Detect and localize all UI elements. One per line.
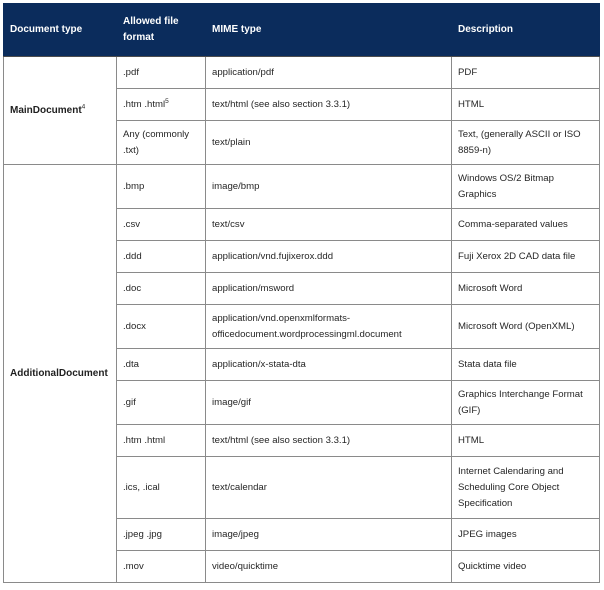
file-format-text: .htm .html bbox=[123, 98, 166, 110]
file-format-cell bbox=[117, 57, 206, 89]
mime-type-cell bbox=[206, 57, 452, 89]
mime-type-cell bbox=[206, 551, 452, 583]
file-format-text: .doc bbox=[123, 282, 142, 294]
file-format-cell bbox=[117, 425, 206, 457]
table-body bbox=[4, 57, 600, 583]
file-format-text: .docx bbox=[123, 320, 146, 332]
file-format-text: .gif bbox=[123, 396, 136, 408]
file-format-cell bbox=[117, 209, 206, 241]
file-format-cell bbox=[117, 349, 206, 381]
mime-type-text: application/pdf bbox=[212, 66, 274, 78]
file-format-text: .bmp bbox=[123, 180, 145, 192]
mime-type-cell bbox=[206, 305, 452, 349]
description-text: Microsoft Word bbox=[458, 282, 523, 294]
mime-type-text: text/html (see also section 3.3.1) bbox=[212, 434, 351, 446]
file-format-text: .csv bbox=[123, 218, 141, 230]
file-format-cell bbox=[117, 165, 206, 209]
description-text: Text, (generally ASCII or ISO 8859-n) bbox=[458, 128, 581, 156]
file-format-cell bbox=[117, 551, 206, 583]
file-format-cell bbox=[117, 457, 206, 519]
header-description: Description bbox=[452, 4, 600, 57]
mime-type-cell bbox=[206, 273, 452, 305]
table-row bbox=[4, 165, 600, 209]
description-cell bbox=[452, 121, 600, 165]
description-text: Microsoft Word (OpenXML) bbox=[458, 320, 575, 332]
mime-type-text: application/x-stata-dta bbox=[212, 358, 306, 370]
document-type-label: MainDocument bbox=[10, 104, 82, 116]
mime-type-text: application/msword bbox=[212, 282, 295, 294]
description-text: HTML bbox=[458, 434, 485, 446]
file-format-text: .mov bbox=[123, 560, 144, 572]
file-format-cell bbox=[117, 519, 206, 551]
document-type-cell bbox=[4, 57, 117, 165]
file-format-cell bbox=[117, 121, 206, 165]
file-format-cell bbox=[117, 381, 206, 425]
mime-type-cell bbox=[206, 519, 452, 551]
mime-type-cell bbox=[206, 349, 452, 381]
mime-type-text: image/gif bbox=[212, 396, 251, 408]
description-text: Stata data file bbox=[458, 358, 517, 370]
mime-type-cell bbox=[206, 425, 452, 457]
description-cell bbox=[452, 57, 600, 89]
description-cell bbox=[452, 209, 600, 241]
description-text: Comma-separated values bbox=[458, 218, 568, 230]
mime-type-text: text/plain bbox=[212, 136, 251, 148]
description-cell bbox=[452, 425, 600, 457]
description-cell bbox=[452, 241, 600, 273]
description-cell bbox=[452, 273, 600, 305]
mime-type-cell bbox=[206, 457, 452, 519]
mime-type-text: application/vnd.fujixerox.ddd bbox=[212, 250, 334, 262]
header-mime-type: MIME type bbox=[206, 4, 452, 57]
header-row bbox=[4, 4, 600, 57]
description-text: JPEG images bbox=[458, 528, 517, 540]
footnote-marker: 4 bbox=[81, 103, 86, 111]
file-format-text: .htm .html bbox=[123, 434, 166, 446]
description-cell bbox=[452, 381, 600, 425]
document-type-cell bbox=[4, 165, 117, 583]
file-format-cell bbox=[117, 273, 206, 305]
mime-type-text: text/html (see also section 3.3.1) bbox=[212, 98, 351, 110]
description-cell bbox=[452, 165, 600, 209]
file-format-text: .jpeg .jpg bbox=[123, 528, 162, 540]
file-format-cell bbox=[117, 241, 206, 273]
mime-type-text: video/quicktime bbox=[212, 560, 279, 572]
description-text: Graphics Interchange Format (GIF) bbox=[458, 388, 583, 416]
description-cell bbox=[452, 89, 600, 121]
description-text: Windows OS/2 Bitmap Graphics bbox=[458, 172, 554, 200]
mime-type-cell bbox=[206, 241, 452, 273]
file-format-text: Any (commonly .txt) bbox=[123, 128, 190, 156]
document-type-label: AdditionalDocument bbox=[10, 367, 108, 379]
file-format-text: .ics, .ical bbox=[123, 481, 160, 493]
description-text: Fuji Xerox 2D CAD data file bbox=[458, 250, 576, 262]
mime-type-cell bbox=[206, 165, 452, 209]
mime-type-text: text/calendar bbox=[212, 481, 267, 493]
description-cell bbox=[452, 305, 600, 349]
description-cell bbox=[452, 519, 600, 551]
header-allowed-file-format: Allowed file format bbox=[117, 4, 206, 57]
mime-type-cell bbox=[206, 121, 452, 165]
description-text: PDF bbox=[458, 66, 478, 78]
file-format-cell bbox=[117, 89, 206, 121]
description-cell bbox=[452, 349, 600, 381]
mime-type-text: image/bmp bbox=[212, 180, 260, 192]
mime-type-cell bbox=[206, 381, 452, 425]
description-text: Internet Calendaring and Scheduling Core Object Specification bbox=[458, 465, 564, 509]
mime-type-text: image/jpeg bbox=[212, 528, 259, 540]
file-format-text: .dta bbox=[123, 358, 140, 370]
file-format-text: .pdf bbox=[123, 66, 140, 78]
file-format-table bbox=[3, 3, 600, 583]
table-row bbox=[4, 57, 600, 89]
mime-type-text: application/vnd.openxmlformats-officedocument.wordprocessingml.document bbox=[212, 312, 402, 340]
mime-type-text: text/csv bbox=[212, 218, 245, 230]
description-cell bbox=[452, 551, 600, 583]
header-document-type: Document type bbox=[4, 4, 117, 57]
file-format-text: .ddd bbox=[123, 250, 142, 262]
footnote-marker: 5 bbox=[165, 97, 169, 105]
description-cell bbox=[452, 457, 600, 519]
mime-type-cell bbox=[206, 209, 452, 241]
file-format-cell bbox=[117, 305, 206, 349]
mime-type-cell bbox=[206, 89, 452, 121]
description-text: Quicktime video bbox=[458, 560, 527, 572]
description-text: HTML bbox=[458, 98, 485, 110]
